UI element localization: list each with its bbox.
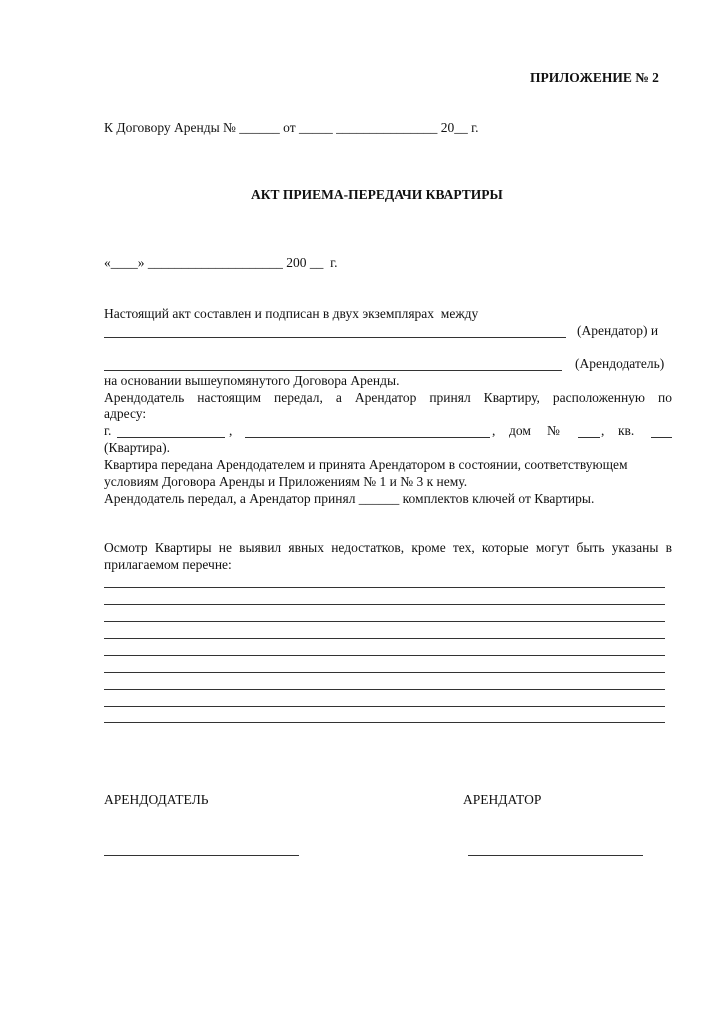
act-title: АКТ ПРИЕМА-ПЕРЕДАЧИ КВАРТИРЫ (251, 187, 503, 202)
landlord-signature-line[interactable] (104, 855, 299, 856)
address-comma-2: , (492, 423, 496, 438)
date-line: «____» ____________________ 200 __ г. (104, 255, 338, 270)
inspection-text-line2: прилагаемом перечне: (104, 557, 232, 572)
address-comma-3: , (601, 423, 605, 438)
tenant-signature-label: АРЕНДАТОР (463, 792, 542, 807)
landlord-label: (Арендодатель) (575, 356, 665, 371)
apartment-label: (Квартира). (104, 440, 170, 455)
basis-text: на основании вышеупомянутого Договора Аренды. (104, 373, 400, 388)
condition-text-line1: Квартира передана Арендодателем и принята Арендатором в состоянии, соответствующем (104, 457, 628, 472)
address-house-label: дом (509, 423, 531, 438)
defects-line[interactable] (104, 706, 665, 707)
address-apt-label: кв. (618, 423, 635, 438)
address-number-label: № (547, 423, 560, 438)
tenant-label: (Арендатор) и (577, 323, 659, 338)
tenant-name-line[interactable] (104, 337, 566, 338)
defects-line[interactable] (104, 672, 665, 673)
contract-reference: К Договору Аренды № ______ от _____ _______________ 20__ г. (104, 120, 479, 135)
defects-line[interactable] (104, 587, 665, 588)
defects-line[interactable] (104, 722, 665, 723)
address-street-line[interactable] (245, 437, 490, 438)
address-city-label: г. (104, 423, 112, 438)
landlord-name-line[interactable] (104, 370, 562, 371)
keys-text: Арендодатель передал, а Арендатор принял ______ комплектов ключей от Квартиры. (104, 491, 595, 506)
defects-line[interactable] (104, 655, 665, 656)
address-comma-1: , (229, 423, 233, 438)
condition-text-line2: условиям Договора Аренды и Приложениям № 1 и № 3 к нему. (104, 474, 468, 489)
intro-text: Настоящий акт составлен и подписан в двух экземплярах между (104, 306, 479, 321)
transfer-text-line1: Арендодатель настоящим передал, а Арендатор принял Квартиру, расположенную по (104, 390, 672, 405)
landlord-signature-label: АРЕНДОДАТЕЛЬ (104, 792, 209, 807)
transfer-text-line2: адресу: (104, 406, 147, 421)
appendix-title: ПРИЛОЖЕНИЕ № 2 (530, 70, 659, 85)
address-house-line[interactable] (578, 437, 600, 438)
address-city-line[interactable] (117, 437, 225, 438)
defects-line[interactable] (104, 638, 665, 639)
inspection-text-line1: Осмотр Квартиры не выявил явных недостатков, кроме тех, которые могут быть указаны в (104, 540, 672, 555)
defects-line[interactable] (104, 604, 665, 605)
defects-line[interactable] (104, 689, 665, 690)
address-apt-line[interactable] (651, 437, 672, 438)
defects-line[interactable] (104, 621, 665, 622)
tenant-signature-line[interactable] (468, 855, 643, 856)
